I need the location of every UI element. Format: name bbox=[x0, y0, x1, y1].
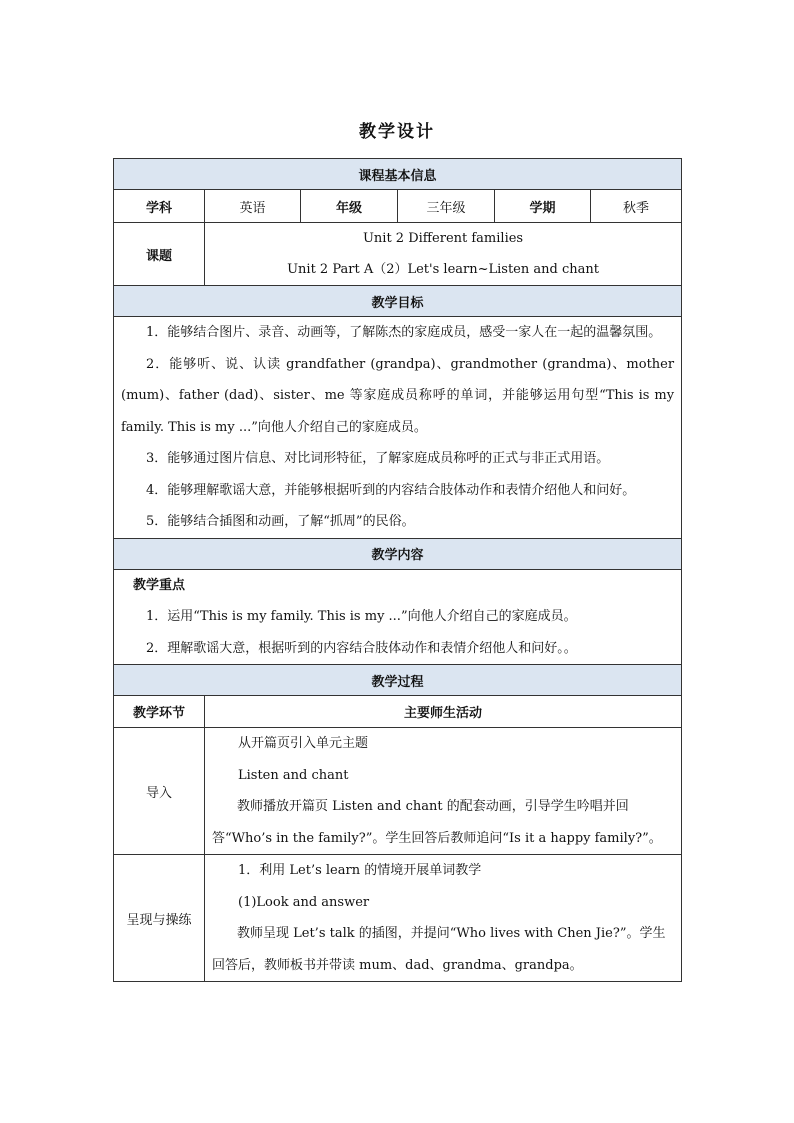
grade-label: 年级 bbox=[301, 190, 398, 223]
objective-item: 1．能够结合图片、录音、动画等，了解陈杰的家庭成员，感受一家人在一起的温馨氛围。 bbox=[146, 325, 662, 340]
subject-value: 英语 bbox=[205, 190, 301, 223]
grade-value: 三年级 bbox=[398, 190, 495, 223]
activity-column-header: 主要师生活动 bbox=[205, 696, 682, 728]
stage-column-header: 教学环节 bbox=[114, 696, 205, 728]
subject-label: 学科 bbox=[114, 190, 205, 223]
content-item: 1．运用“This is my family. This is my ...”向他人介绍自己的家庭成员。 bbox=[146, 609, 577, 624]
stage-activities bbox=[205, 728, 682, 855]
objective-item: 5．能够结合插图和动画，了解“抓周”的民俗。 bbox=[146, 514, 415, 529]
lesson-plan-table bbox=[113, 158, 682, 982]
content-item: 2．理解歌谣大意，根据听到的内容结合肢体动作和表情介绍他人和问好。。 bbox=[146, 640, 577, 656]
term-label: 学期 bbox=[495, 190, 591, 223]
stage-name: 导入 bbox=[114, 728, 205, 855]
activity-line: Listen and chant bbox=[238, 767, 349, 783]
topic-label: 课题 bbox=[114, 223, 205, 286]
objective-item: 4．能够理解歌谣大意，并能够根据听到的内容结合肢体动作和表情介绍他人和问好。 bbox=[146, 482, 636, 498]
topic-line-2: Unit 2 Part A（2）Let's learn~Listen and chant bbox=[287, 262, 599, 277]
content-header: 教学内容 bbox=[114, 538, 682, 569]
activity-line: 从开篇页引入单元主题 bbox=[238, 736, 369, 751]
activity-line: 教师播放开篇页 Listen and chant 的配套动画，引导学生吟唱并回答“Who’s in the family?”。学生回答后教师追问“Is it a happy family?”。 bbox=[212, 799, 662, 846]
document-title: 教学设计 bbox=[359, 122, 435, 142]
key-points-label: 教学重点 bbox=[133, 577, 186, 593]
objective-item: 3．能够通过图片信息、对比词形特征，了解家庭成员称呼的正式与非正式用语。 bbox=[146, 451, 610, 466]
process-header: 教学过程 bbox=[114, 665, 682, 696]
basic-info-header: 课程基本信息 bbox=[114, 159, 682, 190]
stage-activities bbox=[205, 855, 682, 982]
objectives-body bbox=[114, 317, 682, 539]
objectives-header: 教学目标 bbox=[114, 286, 682, 317]
topic-value bbox=[205, 223, 682, 286]
activity-line: 教师呈现 Let’s talk 的插图，并提问“Who lives with Chen Jie?”。学生回答后，教师板书并带读 mum、dad、grandma、grandpa。 bbox=[212, 926, 666, 973]
topic-line-1: Unit 2 Different families bbox=[362, 231, 524, 246]
activity-line: 1．利用 Let’s learn 的情境开展单词教学 bbox=[238, 863, 482, 878]
term-value: 秋季 bbox=[591, 190, 682, 223]
objective-item: 2．能够听、说、认读 grandfather (grandpa)、grandmother (grandma)、mother (mum)、father (dad)、sister、me 等家庭成员称呼的单词，并能够运用句型“This is my family. This is my ...”向他人介绍自己的家庭成员。 bbox=[121, 356, 675, 435]
stage-name: 呈现与操练 bbox=[114, 855, 205, 982]
activity-line: (1)Look and answer bbox=[238, 894, 370, 910]
content-body bbox=[114, 569, 682, 665]
